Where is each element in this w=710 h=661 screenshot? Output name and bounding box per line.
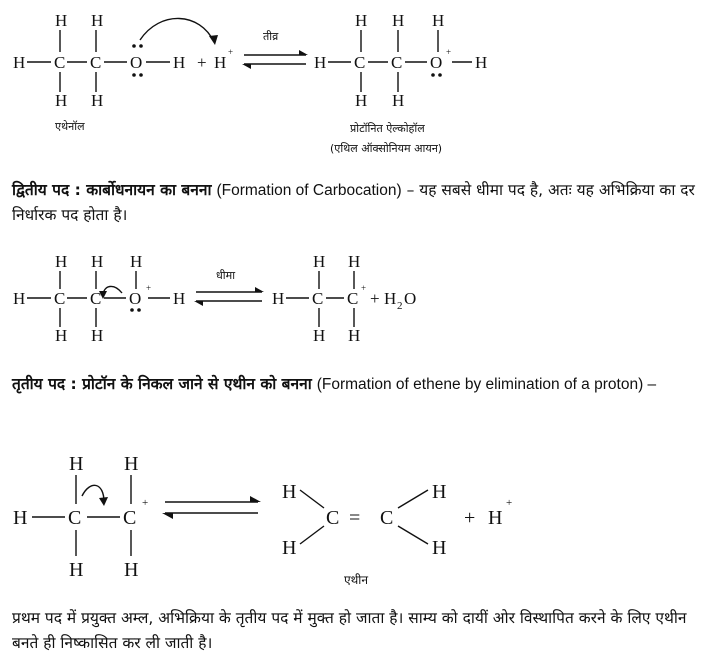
atom-h: H: [13, 507, 28, 529]
double-bond: =: [349, 507, 361, 529]
atom-h: H: [55, 326, 68, 345]
atom-h: H: [55, 252, 68, 271]
label-ethyl-oxonium-ion: (एथिल ऑक्सोनियम आयन): [330, 142, 443, 155]
atom-h: H: [13, 289, 26, 308]
arrow-label-fast: तीव्र: [263, 30, 279, 43]
atom-h: H: [392, 11, 405, 30]
atom-h: H: [55, 91, 68, 110]
atom-c: C: [123, 507, 137, 529]
atom-h: H: [91, 252, 104, 271]
plus-sign: +: [370, 289, 380, 308]
atom-h: H: [384, 289, 397, 308]
lone-pair-dot: [132, 73, 136, 77]
atom-h: H: [272, 289, 285, 308]
step-two-heading: द्वितीय पद : कार्बोधनायन का बनना: [12, 181, 212, 199]
atom-h: H: [130, 252, 143, 271]
atom-c: C: [391, 53, 403, 72]
atom-h: H: [355, 11, 368, 30]
atom-c: C: [354, 53, 366, 72]
atom-c: C: [54, 53, 66, 72]
lone-pair-dot: [132, 44, 136, 48]
atom-h: H: [214, 53, 227, 72]
atom-h: H: [69, 559, 84, 581]
charge-plus: +: [146, 283, 152, 293]
equation-protonation: [0, 0, 710, 160]
atom-o: O: [130, 53, 143, 72]
atom-h: H: [91, 91, 104, 110]
atom-o: O: [404, 289, 417, 308]
atom-c: C: [54, 289, 66, 308]
atom-o: O: [430, 53, 443, 72]
atom-h: H: [13, 53, 26, 72]
atom-h: H: [282, 481, 297, 503]
charge-plus: +: [506, 497, 513, 509]
atom-h: H: [124, 559, 139, 581]
atom-h: H: [432, 11, 445, 30]
step-three-paragraph: [12, 372, 702, 397]
atom-o: O: [129, 289, 142, 308]
step-two-text: – यह सबसे धीमा पद है, अतः यह अभिक्रिया का दर निर्धारक पद होता है।: [12, 181, 695, 224]
atom-h: H: [173, 53, 186, 72]
lone-pair-dot: [438, 73, 442, 77]
step-three-heading: तृतीय पद : प्रोटॉन के निकल जाने से एथीन को बनना: [12, 375, 312, 393]
charge-plus: +: [228, 47, 234, 57]
atom-h: H: [314, 53, 327, 72]
atom-h: H: [348, 252, 361, 271]
label-ethene: एथीन: [344, 573, 369, 587]
atom-h: H: [313, 326, 326, 345]
atom-c: C: [326, 507, 340, 529]
atom-h: H: [432, 481, 447, 503]
step-two-english: (Formation of Carbocation): [216, 182, 402, 199]
arrow-label-slow: धीमा: [216, 269, 236, 282]
atom-h: H: [91, 326, 104, 345]
label-ethanol: एथेनॉल: [55, 120, 85, 133]
atom-h: H: [173, 289, 186, 308]
concluding-text: प्रथम पद में प्रयुक्त अम्ल, अभिक्रिया के तृतीय पद में मुक्त हो जाता है। साम्य को दायीं ओर विस्थापित करने के लिए एथीन बनते ही निष्कासित कर ली जाती है।: [12, 609, 687, 652]
atom-h: H: [282, 537, 297, 559]
atom-h: H: [348, 326, 361, 345]
curved-arrow: [140, 18, 214, 42]
plus-sign: +: [197, 53, 207, 72]
lone-pair-dot: [137, 308, 141, 312]
plus-sign: +: [464, 507, 476, 529]
lone-pair-dot: [139, 73, 143, 77]
subscript-two: 2: [397, 300, 403, 312]
atom-c: C: [347, 289, 359, 308]
atom-h: H: [69, 453, 84, 475]
equation-ethene: [0, 440, 710, 600]
step-two-paragraph: [12, 178, 702, 228]
lone-pair-dot: [130, 308, 134, 312]
atom-c: C: [90, 53, 102, 72]
step-three-english: (Formation of ethene by elimination of a proton) –: [316, 376, 657, 393]
atom-c: C: [312, 289, 324, 308]
atom-c: C: [68, 507, 82, 529]
atom-h: H: [432, 537, 447, 559]
lone-pair-dot: [431, 73, 435, 77]
atom-h: H: [488, 507, 503, 529]
atom-h: H: [91, 11, 104, 30]
charge-plus: +: [142, 497, 149, 509]
curved-arrow: [103, 286, 122, 295]
atom-h: H: [313, 252, 326, 271]
atom-h: H: [124, 453, 139, 475]
atom-h: H: [55, 11, 68, 30]
atom-h: H: [392, 91, 405, 110]
atom-c: C: [90, 289, 102, 308]
concluding-paragraph: [12, 606, 702, 656]
charge-plus: +: [446, 47, 452, 57]
charge-plus: +: [361, 283, 367, 293]
equation-carbocation: [0, 245, 710, 350]
atom-c: C: [380, 507, 394, 529]
lone-pair-dot: [139, 44, 143, 48]
atom-h: H: [355, 91, 368, 110]
atom-h: H: [475, 53, 488, 72]
label-protonated-alcohol: प्रोटॉनित ऐल्कोहॉल: [350, 122, 425, 135]
